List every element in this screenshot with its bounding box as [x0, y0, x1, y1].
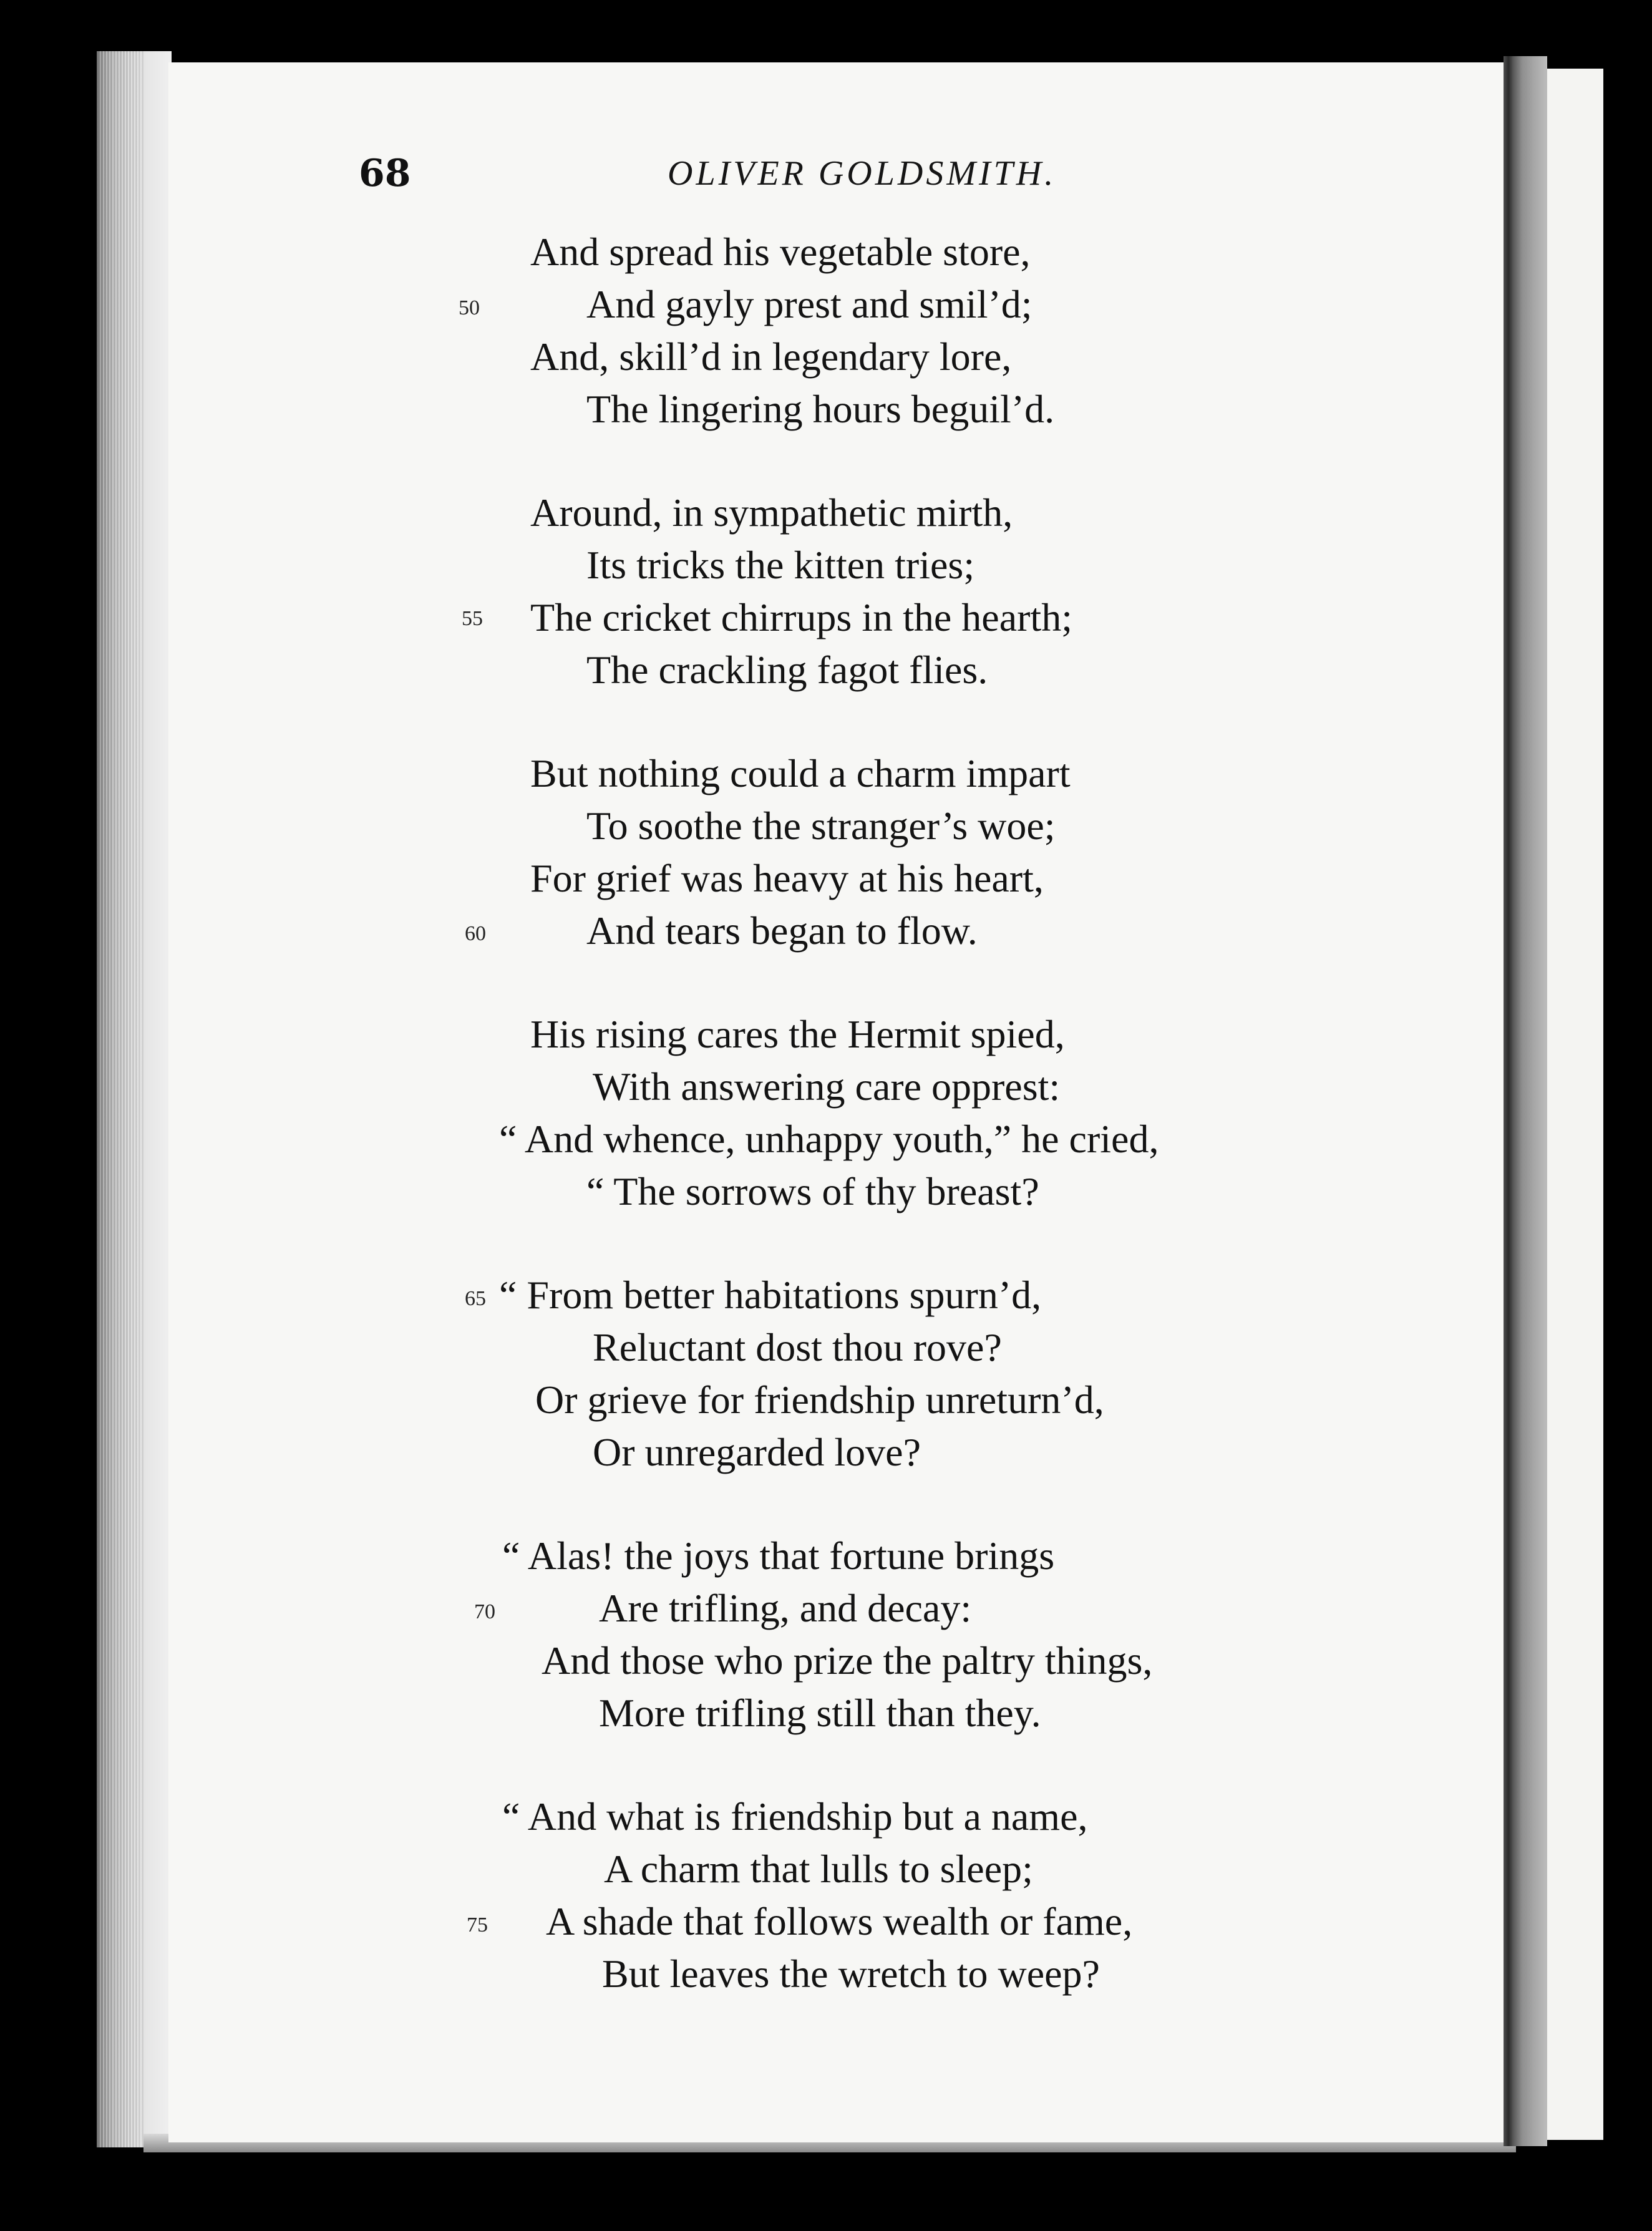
- verse-line: Or grieve for friendship unreturn’d,: [535, 1378, 1104, 1422]
- verse-line: “ The sorrows of thy breast?: [586, 1169, 1039, 1213]
- verse-line: Its tricks the kitten tries;: [586, 543, 975, 587]
- verse-line: “ Alas! the joys that fortune brings: [502, 1534, 1055, 1578]
- verse-line: More trifling still than they.: [599, 1691, 1041, 1735]
- verse-line: And gayly prest and smil’d;: [586, 282, 1032, 326]
- verse-line: His rising cares the Hermit spied,: [530, 1012, 1065, 1056]
- verse-line: A charm that lulls to sleep;: [604, 1847, 1033, 1891]
- verse-line: To soothe the stranger’s woe;: [586, 804, 1056, 848]
- line-number: 55: [462, 607, 483, 630]
- verse-line: But leaves the wretch to weep?: [602, 1952, 1100, 1996]
- verse-line: With answering care opprest:: [593, 1064, 1061, 1109]
- verse-line: But nothing could a charm impart: [530, 751, 1071, 795]
- verse-line: The crackling fagot flies.: [586, 648, 988, 692]
- verse-line: And spread his vegetable store,: [530, 230, 1031, 274]
- verse-line: For grief was heavy at his heart,: [530, 856, 1044, 900]
- line-number: 75: [467, 1913, 488, 1937]
- page-edge-texture: [100, 51, 143, 2147]
- verse-line: Or unregarded love?: [593, 1430, 921, 1474]
- facing-page-edge: [1547, 69, 1603, 2140]
- verse-line: A shade that follows wealth or fame,: [546, 1899, 1133, 1943]
- verse-line: “ From better habitations spurn’d,: [499, 1273, 1042, 1317]
- line-number: 70: [474, 1600, 495, 1623]
- line-number: 65: [465, 1287, 486, 1310]
- verse-line: The cricket chirrups in the hearth;: [530, 595, 1072, 639]
- verse-line: Are trifling, and decay:: [599, 1586, 972, 1630]
- verse-line: The lingering hours beguil’d.: [586, 387, 1055, 431]
- line-number: 50: [459, 296, 480, 319]
- verse-line: And tears began to flow.: [586, 908, 978, 953]
- line-number: 60: [465, 922, 486, 945]
- verse-line: “ And whence, unhappy youth,” he cried,: [499, 1117, 1159, 1161]
- verse-line: And those who prize the paltry things,: [542, 1638, 1153, 1683]
- running-title: OLIVER GOLDSMITH.: [668, 154, 1057, 193]
- verse-line: Reluctant dost thou rove?: [593, 1325, 1002, 1369]
- verse-line: “ And what is friendship but a name,: [502, 1794, 1088, 1839]
- page-number: 68: [359, 152, 411, 195]
- verse-line: Around, in sympathetic mirth,: [530, 490, 1013, 535]
- book-gutter: [1504, 56, 1547, 2146]
- verse-line: And, skill’d in legendary lore,: [530, 334, 1012, 379]
